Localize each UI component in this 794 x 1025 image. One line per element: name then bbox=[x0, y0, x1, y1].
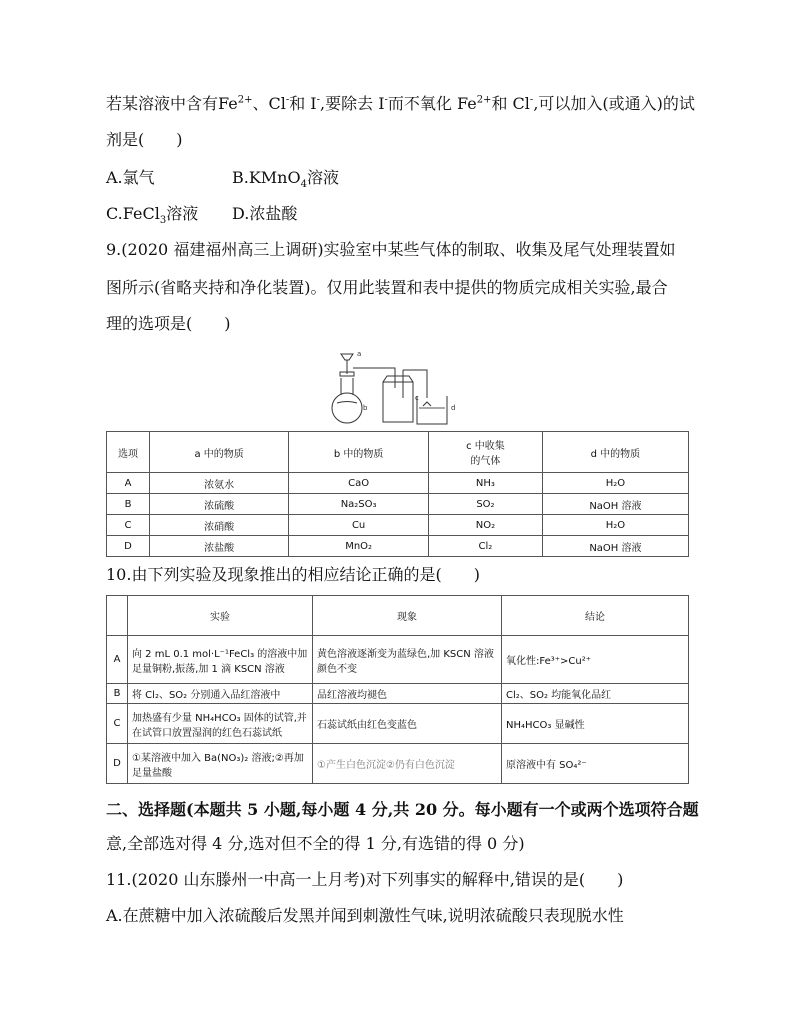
q9-header-a: a 中的物质 bbox=[150, 432, 289, 473]
q9-table-header bbox=[107, 432, 689, 473]
cell: NH₄HCO₃ 显碱性 bbox=[502, 704, 689, 744]
section2-line-2: 意,全部选对得 4 分,选对但不全的得 1 分,有选错的得 0 分) bbox=[106, 834, 525, 853]
q10-line-1: 10.由下列实验及现象推出的相应结论正确的是( ) bbox=[106, 565, 480, 584]
cell: A bbox=[107, 636, 128, 684]
cell: Cl₂、SO₂ 均能氧化品红 bbox=[502, 684, 689, 704]
label-d: d bbox=[451, 404, 456, 412]
q9-header-b: b 中的物质 bbox=[289, 432, 429, 473]
cell: ①某溶液中加入 Ba(NO₃)₂ 溶液;②再加足量盐酸 bbox=[128, 744, 313, 784]
q10-header-experiment: 实验 bbox=[128, 596, 313, 636]
table-row bbox=[107, 684, 689, 704]
q10-header-label bbox=[107, 596, 128, 636]
cell: 黄色溶液逐渐变为蓝绿色,加 KSCN 溶液颜色不变 bbox=[313, 636, 502, 684]
q10-table-header bbox=[107, 596, 689, 636]
table-row bbox=[107, 636, 689, 684]
cell: Cl₂ bbox=[429, 536, 543, 557]
cell: 原溶液中有 SO₄²⁻ bbox=[502, 744, 689, 784]
cell: Cu bbox=[289, 515, 429, 536]
cell: 石蕊试纸由红色变蓝色 bbox=[313, 704, 502, 744]
intro-line-1: 若某溶液中含有$Fe^{2+}$、Cl-和 I-,要除去 I-而不氧化 $Fe^{2+}$和 Cl-,可以加入(或通入)的试 bbox=[106, 94, 695, 113]
cell: 品红溶液均褪色 bbox=[313, 684, 502, 704]
cell: 向 2 mL 0.1 mol·L⁻¹FeCl₃ 的溶液中加足量铜粉,振荡,加 1 滴 KSCN 溶液 bbox=[128, 636, 313, 684]
table-row bbox=[107, 473, 689, 494]
q9-header-c: c 中收集 的气体 bbox=[429, 432, 543, 473]
cell: MnO₂ bbox=[289, 536, 429, 557]
q9-header-d: d 中的物质 bbox=[542, 432, 688, 473]
q9-table bbox=[106, 431, 689, 557]
cell: H₂O bbox=[542, 473, 688, 494]
funnel-a bbox=[341, 354, 353, 360]
q9-header-option: 选项 bbox=[107, 432, 150, 473]
intro-option-a: A.氯气 bbox=[106, 168, 155, 187]
apparatus-figure bbox=[327, 348, 477, 428]
bottle-c bbox=[383, 382, 413, 422]
cell: B bbox=[107, 494, 150, 515]
cell: Na₂SO₃ bbox=[289, 494, 429, 515]
q11-option-a: A.在蔗糖中加入浓硫酸后发黑并闻到刺激性气味,说明浓硫酸只表现脱水性 bbox=[106, 906, 624, 925]
q10-header-phenomenon: 现象 bbox=[313, 596, 502, 636]
cell: NaOH 溶液 bbox=[542, 536, 688, 557]
label-b: b bbox=[363, 404, 368, 412]
cell: 将 Cl₂、SO₂ 分别通入品红溶液中 bbox=[128, 684, 313, 704]
cell: C bbox=[107, 515, 150, 536]
q9-line-1: 9.(2020 福建福州高三上调研)实验室中某些气体的制取、收集及尾气处理装置如 bbox=[106, 240, 676, 259]
intro-option-b: B.KMnO$_4$溶液 bbox=[232, 168, 339, 191]
cell: 浓硝酸 bbox=[150, 515, 289, 536]
cell: NH₃ bbox=[429, 473, 543, 494]
cell: A bbox=[107, 473, 150, 494]
section2-line-1: 二、选择题(本题共 5 小题,每小题 4 分,共 20 分。每小题有一个或两个选项符合题 bbox=[106, 800, 699, 819]
cell: ①产生白色沉淀②仍有白色沉淀 bbox=[313, 744, 502, 784]
cell: 氧化性:Fe³⁺>Cu²⁺ bbox=[502, 636, 689, 684]
cell: H₂O bbox=[542, 515, 688, 536]
label-a: a bbox=[357, 350, 362, 358]
cell: C bbox=[107, 704, 128, 744]
flask-b bbox=[332, 393, 362, 423]
table-row bbox=[107, 704, 689, 744]
q10-header-conclusion: 结论 bbox=[502, 596, 689, 636]
intro-option-d: D.浓盐酸 bbox=[232, 204, 298, 223]
cell: 浓硫酸 bbox=[150, 494, 289, 515]
label-c: c bbox=[415, 394, 419, 402]
q10-table bbox=[106, 595, 689, 784]
cell: 加热盛有少量 NH₄HCO₃ 固体的试管,并在试管口放置湿润的红色石蕊试纸 bbox=[128, 704, 313, 744]
cell: 浓盐酸 bbox=[150, 536, 289, 557]
q9-line-3: 理的选项是( ) bbox=[106, 314, 231, 333]
q9-line-2: 图所示(省略夹持和净化装置)。仅用此装置和表中提供的物质完成相关实验,最合 bbox=[106, 278, 668, 297]
cell: NaOH 溶液 bbox=[542, 494, 688, 515]
cell: CaO bbox=[289, 473, 429, 494]
cell: B bbox=[107, 684, 128, 704]
table-row bbox=[107, 744, 689, 784]
intro-option-c: C.FeCl$_3$溶液 bbox=[106, 204, 199, 227]
cell: SO₂ bbox=[429, 494, 543, 515]
cell: D bbox=[107, 536, 150, 557]
beaker-d bbox=[417, 396, 447, 424]
cell: NO₂ bbox=[429, 515, 543, 536]
q11-line-1: 11.(2020 山东滕州一中高一上月考)对下列事实的解释中,错误的是( ) bbox=[106, 870, 624, 889]
table-row bbox=[107, 494, 689, 515]
cell: 浓氨水 bbox=[150, 473, 289, 494]
intro-line-2: 剂是( ) bbox=[106, 130, 183, 149]
table-row bbox=[107, 536, 689, 557]
table-row bbox=[107, 515, 689, 536]
cell: D bbox=[107, 744, 128, 784]
